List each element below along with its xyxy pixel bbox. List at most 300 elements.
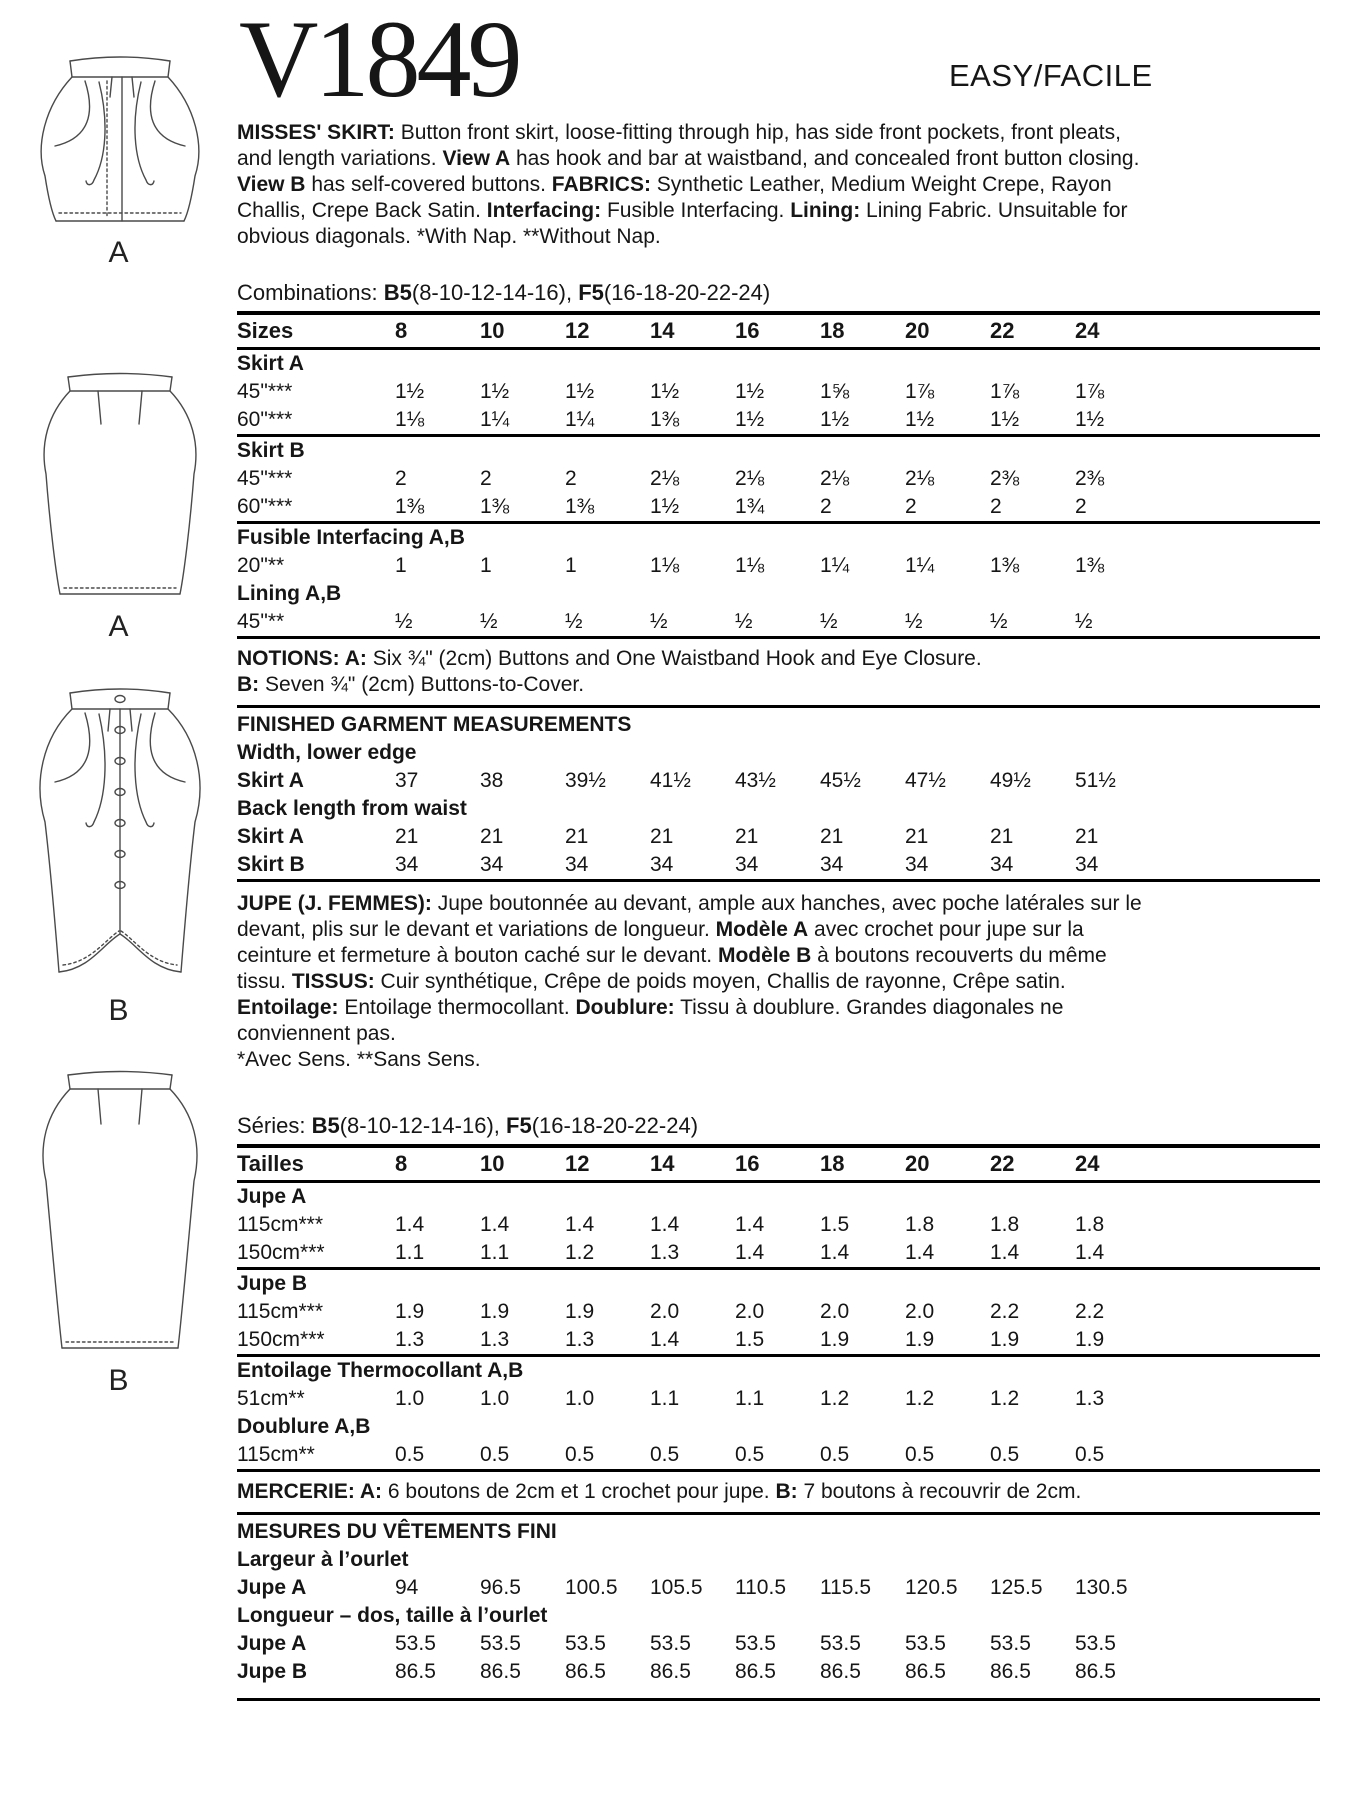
- table-cell: 0.5: [990, 1443, 1020, 1467]
- table-cell: 2: [1075, 495, 1087, 519]
- table-cell: 39½: [565, 769, 606, 793]
- table-cell: 1½: [905, 408, 935, 432]
- table-header-row: [237, 311, 1320, 350]
- table-cell: 1.4: [905, 1241, 935, 1265]
- text-segment: B:: [775, 1480, 798, 1504]
- text-segment: View B: [237, 173, 306, 197]
- table-section-title: Fusible Interfacing A,B: [237, 526, 465, 550]
- table-cell: 22: [990, 318, 1015, 344]
- finished-subtitle: Back length from waist: [237, 797, 467, 821]
- table-cell: 1: [395, 554, 407, 578]
- table-cell: 1½: [820, 408, 850, 432]
- table-cell: Jupe B: [237, 1660, 308, 1684]
- table-section: [237, 434, 1320, 521]
- table-cell: 53.5: [990, 1632, 1031, 1656]
- table-section-title: Jupe B: [237, 1272, 308, 1296]
- table-cell: 0.5: [905, 1443, 935, 1467]
- table-cell: 45"**: [237, 610, 285, 634]
- table-cell: ½: [395, 610, 413, 634]
- table-cell: Skirt B: [237, 853, 305, 877]
- table-cell: 1.4: [650, 1213, 680, 1237]
- divider: [237, 879, 1320, 882]
- table-row: [237, 1630, 1320, 1658]
- text-segment: Séries:: [237, 1113, 312, 1139]
- table-cell: 1.4: [990, 1241, 1020, 1265]
- table-cell: ½: [565, 610, 583, 634]
- table-cell: 51½: [1075, 769, 1116, 793]
- table-cell: 1.2: [565, 1241, 595, 1265]
- table-cell: 2⅛: [905, 467, 935, 491]
- text-segment: Lining Fabric. Unsuitable for obvious diagonals. *With Nap. **Without Nap.: [237, 199, 1128, 249]
- table-cell: 24: [1075, 318, 1100, 344]
- table-cell: ½: [905, 610, 923, 634]
- table-cell: 1.4: [565, 1213, 595, 1237]
- table-cell: 12: [565, 318, 590, 344]
- table-cell: 8: [395, 318, 408, 344]
- table-cell: 0.5: [650, 1443, 680, 1467]
- table-cell: 1: [565, 554, 577, 578]
- table-cell: 2: [395, 467, 407, 491]
- table-cell: Sizes: [237, 318, 294, 344]
- table-cell: 0.5: [395, 1443, 425, 1467]
- table-cell: 14: [650, 318, 675, 344]
- table-cell: 1.9: [905, 1328, 935, 1352]
- figure-label: B: [108, 1364, 132, 1397]
- table-cell: Jupe A: [237, 1576, 307, 1600]
- table-section-title: Lining A,B: [237, 582, 342, 606]
- series-line: [237, 1113, 1320, 1139]
- skirt-a-back-drawing: [20, 368, 220, 600]
- table-cell: 21: [820, 825, 844, 849]
- table-section: [237, 580, 1320, 636]
- table-cell: 2.0: [735, 1300, 765, 1324]
- table-cell: 2⅜: [1075, 467, 1105, 491]
- table-cell: 86.5: [565, 1660, 606, 1684]
- table-section: [237, 1354, 1320, 1413]
- table-cell: 34: [565, 853, 589, 877]
- table-cell: 1.3: [480, 1328, 510, 1352]
- table-cell: 100.5: [565, 1576, 618, 1600]
- table-cell: 115cm***: [237, 1300, 323, 1324]
- text-segment: F5: [506, 1113, 532, 1139]
- table-cell: 96.5: [480, 1576, 521, 1600]
- table-cell: 1½: [650, 495, 680, 519]
- table-row: [237, 1574, 1320, 1602]
- table-cell: ½: [820, 610, 838, 634]
- table-cell: 1.0: [395, 1387, 425, 1411]
- table-cell: 125.5: [990, 1576, 1043, 1600]
- table-cell: 1.8: [905, 1213, 935, 1237]
- table-cell: 2⅜: [990, 467, 1020, 491]
- table-cell: 12: [565, 1151, 590, 1177]
- table-cell: 21: [480, 825, 504, 849]
- table-cell: 0.5: [820, 1443, 850, 1467]
- figure-label: A: [108, 610, 132, 643]
- table-cell: 105.5: [650, 1576, 703, 1600]
- text-segment: Combinations:: [237, 280, 384, 306]
- figure-skirt-b-front: [6, 682, 234, 1028]
- table-cell: 1.0: [480, 1387, 510, 1411]
- table-cell: Tailles: [237, 1151, 304, 1177]
- table-cell: 1½: [480, 380, 510, 404]
- text-segment: JUPE (J. FEMMES):: [237, 892, 432, 916]
- text-segment: 7 boutons à recouvrir de 2cm.: [797, 1480, 1082, 1504]
- table-cell: 1⅞: [1075, 380, 1105, 404]
- table-cell: 21: [650, 825, 674, 849]
- table-section-title: Skirt B: [237, 439, 305, 463]
- table-cell: 53.5: [905, 1632, 946, 1656]
- finished-title: FINISHED GARMENT MEASUREMENTS: [237, 713, 632, 737]
- table-cell: 1.4: [395, 1213, 425, 1237]
- table-cell: 86.5: [395, 1660, 436, 1684]
- table-cell: 34: [905, 853, 929, 877]
- divider: [237, 1698, 1320, 1701]
- table-cell: 115cm**: [237, 1443, 315, 1467]
- table-cell: 1.9: [480, 1300, 510, 1324]
- table-cell: 60"***: [237, 495, 293, 519]
- text-segment: (16-18-20-22-24): [603, 280, 771, 306]
- table-cell: 34: [820, 853, 844, 877]
- table-cell: Jupe A: [237, 1632, 307, 1656]
- pattern-number: V1849: [239, 0, 519, 120]
- text-segment: avec crochet pour jupe sur la ceinture et fermeture à bouton caché sur le devant.: [237, 918, 1084, 968]
- text-segment: Seven ¾" (2cm) Buttons-to-Cover.: [259, 673, 585, 697]
- table-cell: 53.5: [735, 1632, 776, 1656]
- text-segment: Jupe boutonnée au devant, ample aux hanches, avec poche latérales sur le devant, plis sur le devant et variations de longueur.: [237, 892, 1142, 942]
- text-segment: Lining:: [790, 199, 861, 223]
- table-cell: 115.5: [820, 1576, 871, 1600]
- table-cell: 53.5: [650, 1632, 691, 1656]
- table-cell: 34: [480, 853, 504, 877]
- text-segment: B:: [237, 673, 260, 697]
- table-cell: 1⅜: [990, 554, 1020, 578]
- table-cell: 53.5: [1075, 1632, 1116, 1656]
- table-cell: 1¼: [820, 554, 850, 578]
- description-french: [237, 891, 1159, 1073]
- table-cell: 86.5: [735, 1660, 776, 1684]
- table-cell: 86.5: [1075, 1660, 1116, 1684]
- table-section-title: Skirt A: [237, 352, 304, 376]
- table-cell: 38: [480, 769, 504, 793]
- table-cell: 1⅛: [395, 408, 425, 432]
- text-segment: FABRICS:: [551, 173, 651, 197]
- table-cell: ½: [650, 610, 668, 634]
- text-segment: TISSUS:: [291, 970, 375, 994]
- table-cell: 94: [395, 1576, 419, 1600]
- table-cell: 14: [650, 1151, 675, 1177]
- text-segment: à boutons recouverts du même tissu.: [237, 944, 1107, 994]
- table-cell: 1⅜: [480, 495, 510, 519]
- figure-skirt-b-back: [6, 1066, 234, 1398]
- text-segment: B5: [383, 280, 412, 306]
- skirt-b-back-drawing: [20, 1066, 220, 1354]
- text-segment: Button front skirt, loose-fitting through hip, has side front pockets, front pleats, and length variations.: [237, 121, 1121, 171]
- text-segment: MERCERIE: A:: [237, 1480, 383, 1504]
- table-cell: 2⅛: [820, 467, 850, 491]
- table-row: [237, 1658, 1320, 1686]
- table-cell: 86.5: [480, 1660, 521, 1684]
- table-cell: 1¾: [735, 495, 765, 519]
- text-segment: Cuir synthétique, Crêpe de poids moyen, Challis de rayonne, Crêpe satin.: [374, 970, 1066, 994]
- table-cell: 53.5: [565, 1632, 606, 1656]
- table-section-title: Doublure A,B: [237, 1415, 371, 1439]
- yardage-table-english: [237, 311, 1320, 639]
- table-cell: 1.1: [735, 1387, 765, 1411]
- table-cell: 37: [395, 769, 419, 793]
- table-cell: 18: [820, 318, 845, 344]
- text-segment: (16-18-20-22-24): [531, 1113, 699, 1139]
- table-cell: 120.5: [905, 1576, 958, 1600]
- table-cell: 2: [565, 467, 577, 491]
- table-cell: 20: [905, 1151, 930, 1177]
- table-cell: 49½: [990, 769, 1031, 793]
- table-cell: 1.5: [735, 1328, 765, 1352]
- text-segment: Modèle B: [717, 944, 812, 968]
- finished-measurements-english: [237, 711, 1320, 879]
- table-cell: 10: [480, 1151, 505, 1177]
- text-segment: Six ¾" (2cm) Buttons and One Waistband Hook and Eye Closure.: [366, 647, 982, 671]
- table-section: [237, 1413, 1320, 1469]
- divider: [237, 705, 1320, 708]
- table-cell: 1⅞: [990, 380, 1020, 404]
- table-cell: 21: [990, 825, 1014, 849]
- table-cell: 2: [990, 495, 1002, 519]
- table-cell: 1.4: [735, 1213, 765, 1237]
- text-segment: MISSES' SKIRT:: [237, 121, 395, 145]
- mercerie-paragraph: [237, 1479, 1159, 1505]
- text-segment: *Avec Sens. **Sans Sens.: [237, 1048, 481, 1072]
- table-cell: 45½: [820, 769, 861, 793]
- text-segment: Doublure:: [575, 996, 675, 1020]
- table-cell: 8: [395, 1151, 408, 1177]
- table-cell: 1¼: [480, 408, 510, 432]
- combinations-line: [237, 280, 1320, 306]
- table-row: [237, 406, 1320, 434]
- table-cell: 2⅛: [735, 467, 765, 491]
- table-cell: 0.5: [480, 1443, 510, 1467]
- table-cell: 115cm***: [237, 1213, 323, 1237]
- table-cell: 86.5: [990, 1660, 1031, 1684]
- finished-title: MESURES DU VÊTEMENTS FINI: [237, 1520, 557, 1544]
- table-cell: 2.2: [1075, 1300, 1105, 1324]
- table-cell: 10: [480, 318, 505, 344]
- table-section: [237, 521, 1320, 580]
- table-cell: 51cm**: [237, 1387, 305, 1411]
- table-row: [237, 823, 1320, 851]
- table-row: [237, 767, 1320, 795]
- table-cell: 1½: [395, 380, 425, 404]
- figure-label: B: [108, 994, 132, 1027]
- yardage-table-french: [237, 1144, 1320, 1472]
- table-row: [237, 1239, 1320, 1267]
- difficulty-label: EASY/FACILE: [949, 58, 1153, 93]
- table-cell: 1.8: [990, 1213, 1020, 1237]
- table-cell: 1.4: [650, 1328, 680, 1352]
- table-cell: 24: [1075, 1151, 1100, 1177]
- content-column: [237, 0, 1320, 1701]
- table-cell: 1⅜: [565, 495, 595, 519]
- table-cell: 21: [735, 825, 759, 849]
- table-cell: 1.4: [820, 1241, 850, 1265]
- table-section: [237, 350, 1320, 434]
- table-cell: 1.9: [1075, 1328, 1105, 1352]
- table-cell: ½: [990, 610, 1008, 634]
- table-cell: 110.5: [735, 1576, 786, 1600]
- table-cell: 21: [905, 825, 929, 849]
- text-segment: Fusible Interfacing.: [601, 199, 791, 223]
- text-segment: Synthetic Leather, Medium Weight Crepe, Rayon Challis, Crepe Back Satin.: [237, 173, 1112, 223]
- table-row: [237, 1385, 1320, 1413]
- table-cell: 1⅜: [650, 408, 680, 432]
- figure-skirt-a-back: [6, 368, 234, 644]
- notions-paragraph: [237, 646, 1159, 698]
- table-row: [237, 378, 1320, 406]
- table-cell: 2⅛: [650, 467, 680, 491]
- table-cell: 45"***: [237, 467, 293, 491]
- table-cell: 1⅝: [820, 380, 850, 404]
- finished-groups: [237, 1546, 1320, 1686]
- table-row: [237, 552, 1320, 580]
- table-cell: 1⅛: [735, 554, 765, 578]
- table-cell: 2: [480, 467, 492, 491]
- table-cell: Skirt A: [237, 825, 304, 849]
- table-cell: 2.2: [990, 1300, 1020, 1324]
- text-segment: has self-covered buttons.: [305, 173, 552, 197]
- table-cell: 2.0: [650, 1300, 680, 1324]
- table-cell: 1½: [990, 408, 1020, 432]
- table-cell: 21: [1075, 825, 1099, 849]
- table-row: [237, 1211, 1320, 1239]
- table-cell: 21: [395, 825, 419, 849]
- table-cell: 0.5: [735, 1443, 765, 1467]
- text-segment: B5: [311, 1113, 340, 1139]
- text-segment: Modèle A: [715, 918, 809, 942]
- table-cell: 16: [735, 318, 760, 344]
- table-cell: 34: [650, 853, 674, 877]
- finished-groups: [237, 739, 1320, 879]
- table-cell: 1½: [565, 380, 595, 404]
- table-cell: 21: [565, 825, 589, 849]
- table-cell: 1.9: [565, 1300, 595, 1324]
- figure-skirt-a-front: [6, 50, 234, 270]
- table-cell: 1.1: [650, 1387, 680, 1411]
- table-cell: 1.2: [990, 1387, 1020, 1411]
- table-section-title: Entoilage Thermocollant A,B: [237, 1359, 524, 1383]
- table-cell: 1⅜: [1075, 554, 1105, 578]
- table-cell: 22: [990, 1151, 1015, 1177]
- table-cell: 1.4: [480, 1213, 510, 1237]
- table-cell: 1.3: [565, 1328, 595, 1352]
- table-cell: 1½: [650, 380, 680, 404]
- finished-measurements-french: [237, 1518, 1320, 1686]
- table-cell: Skirt A: [237, 769, 304, 793]
- table-cell: 1⅛: [650, 554, 680, 578]
- table-cell: 53.5: [820, 1632, 861, 1656]
- table-cell: 86.5: [650, 1660, 691, 1684]
- table-cell: ½: [735, 610, 753, 634]
- table-cell: 1: [480, 554, 492, 578]
- table-cell: 1½: [735, 408, 765, 432]
- table-cell: 1.9: [990, 1328, 1020, 1352]
- table-cell: 60"***: [237, 408, 293, 432]
- table-cell: 1.2: [820, 1387, 850, 1411]
- text-segment: (8-10-12-14-16),: [339, 1113, 507, 1139]
- text-segment: View A: [442, 147, 511, 171]
- text-segment: NOTIONS: A:: [237, 647, 367, 671]
- description-english: [237, 120, 1159, 250]
- table-cell: 34: [990, 853, 1014, 877]
- text-segment: Entoilage:: [237, 996, 339, 1020]
- table-cell: 0.5: [565, 1443, 595, 1467]
- figure-column: [6, 0, 234, 1801]
- text-segment: Interfacing:: [486, 199, 602, 223]
- table-cell: ½: [1075, 610, 1093, 634]
- table-cell: 1.9: [395, 1300, 425, 1324]
- table-cell: 1.3: [395, 1328, 425, 1352]
- table-row: [237, 465, 1320, 493]
- table-row: [237, 493, 1320, 521]
- table-row: [237, 608, 1320, 636]
- table-cell: 150cm***: [237, 1328, 325, 1352]
- table-section-title: Jupe A: [237, 1185, 307, 1209]
- table-cell: 1.8: [1075, 1213, 1105, 1237]
- table-cell: 45"***: [237, 380, 293, 404]
- table-row: [237, 1326, 1320, 1354]
- table-cell: 34: [1075, 853, 1099, 877]
- skirt-a-front-drawing: [15, 50, 225, 226]
- table-cell: 43½: [735, 769, 776, 793]
- table-cell: 1.4: [735, 1241, 765, 1265]
- table-cell: 53.5: [480, 1632, 521, 1656]
- text-segment: F5: [578, 280, 604, 306]
- table-section: [237, 1267, 1320, 1354]
- finished-subtitle: Largeur à l’ourlet: [237, 1548, 409, 1572]
- table-cell: 1.5: [820, 1213, 850, 1237]
- table-cell: 86.5: [905, 1660, 946, 1684]
- table-cell: 130.5: [1075, 1576, 1128, 1600]
- table-cell: 1⅞: [905, 380, 935, 404]
- divider: [237, 1512, 1320, 1515]
- table-cell: 2.0: [820, 1300, 850, 1324]
- table-cell: 1.0: [565, 1387, 595, 1411]
- table-row: [237, 1441, 1320, 1469]
- table-cell: 1.3: [1075, 1387, 1105, 1411]
- table-cell: 1.1: [395, 1241, 425, 1265]
- table-cell: 1.4: [1075, 1241, 1105, 1265]
- text-segment: has hook and bar at waistband, and concealed front button closing.: [510, 147, 1140, 171]
- table-cell: 1.9: [820, 1328, 850, 1352]
- text-segment: 6 boutons de 2cm et 1 crochet pour jupe.: [382, 1480, 776, 1504]
- table-cell: 1½: [1075, 408, 1105, 432]
- table-cell: 150cm***: [237, 1241, 325, 1265]
- table-cell: 41½: [650, 769, 691, 793]
- finished-subtitle: Longueur – dos, taille à l’ourlet: [237, 1604, 548, 1628]
- text-segment: Entoilage thermocollant.: [338, 996, 576, 1020]
- table-cell: 16: [735, 1151, 760, 1177]
- table-row: [237, 1298, 1320, 1326]
- table-cell: 1.3: [650, 1241, 680, 1265]
- table-cell: 1⅜: [395, 495, 425, 519]
- table-cell: 86.5: [820, 1660, 861, 1684]
- table-cell: 1¼: [905, 554, 935, 578]
- table-section: [237, 1183, 1320, 1267]
- figure-label: A: [108, 236, 132, 269]
- table-cell: ½: [480, 610, 498, 634]
- table-cell: 47½: [905, 769, 946, 793]
- table-cell: 1½: [735, 380, 765, 404]
- text-segment: (8-10-12-14-16),: [411, 280, 579, 306]
- table-cell: 53.5: [395, 1632, 436, 1656]
